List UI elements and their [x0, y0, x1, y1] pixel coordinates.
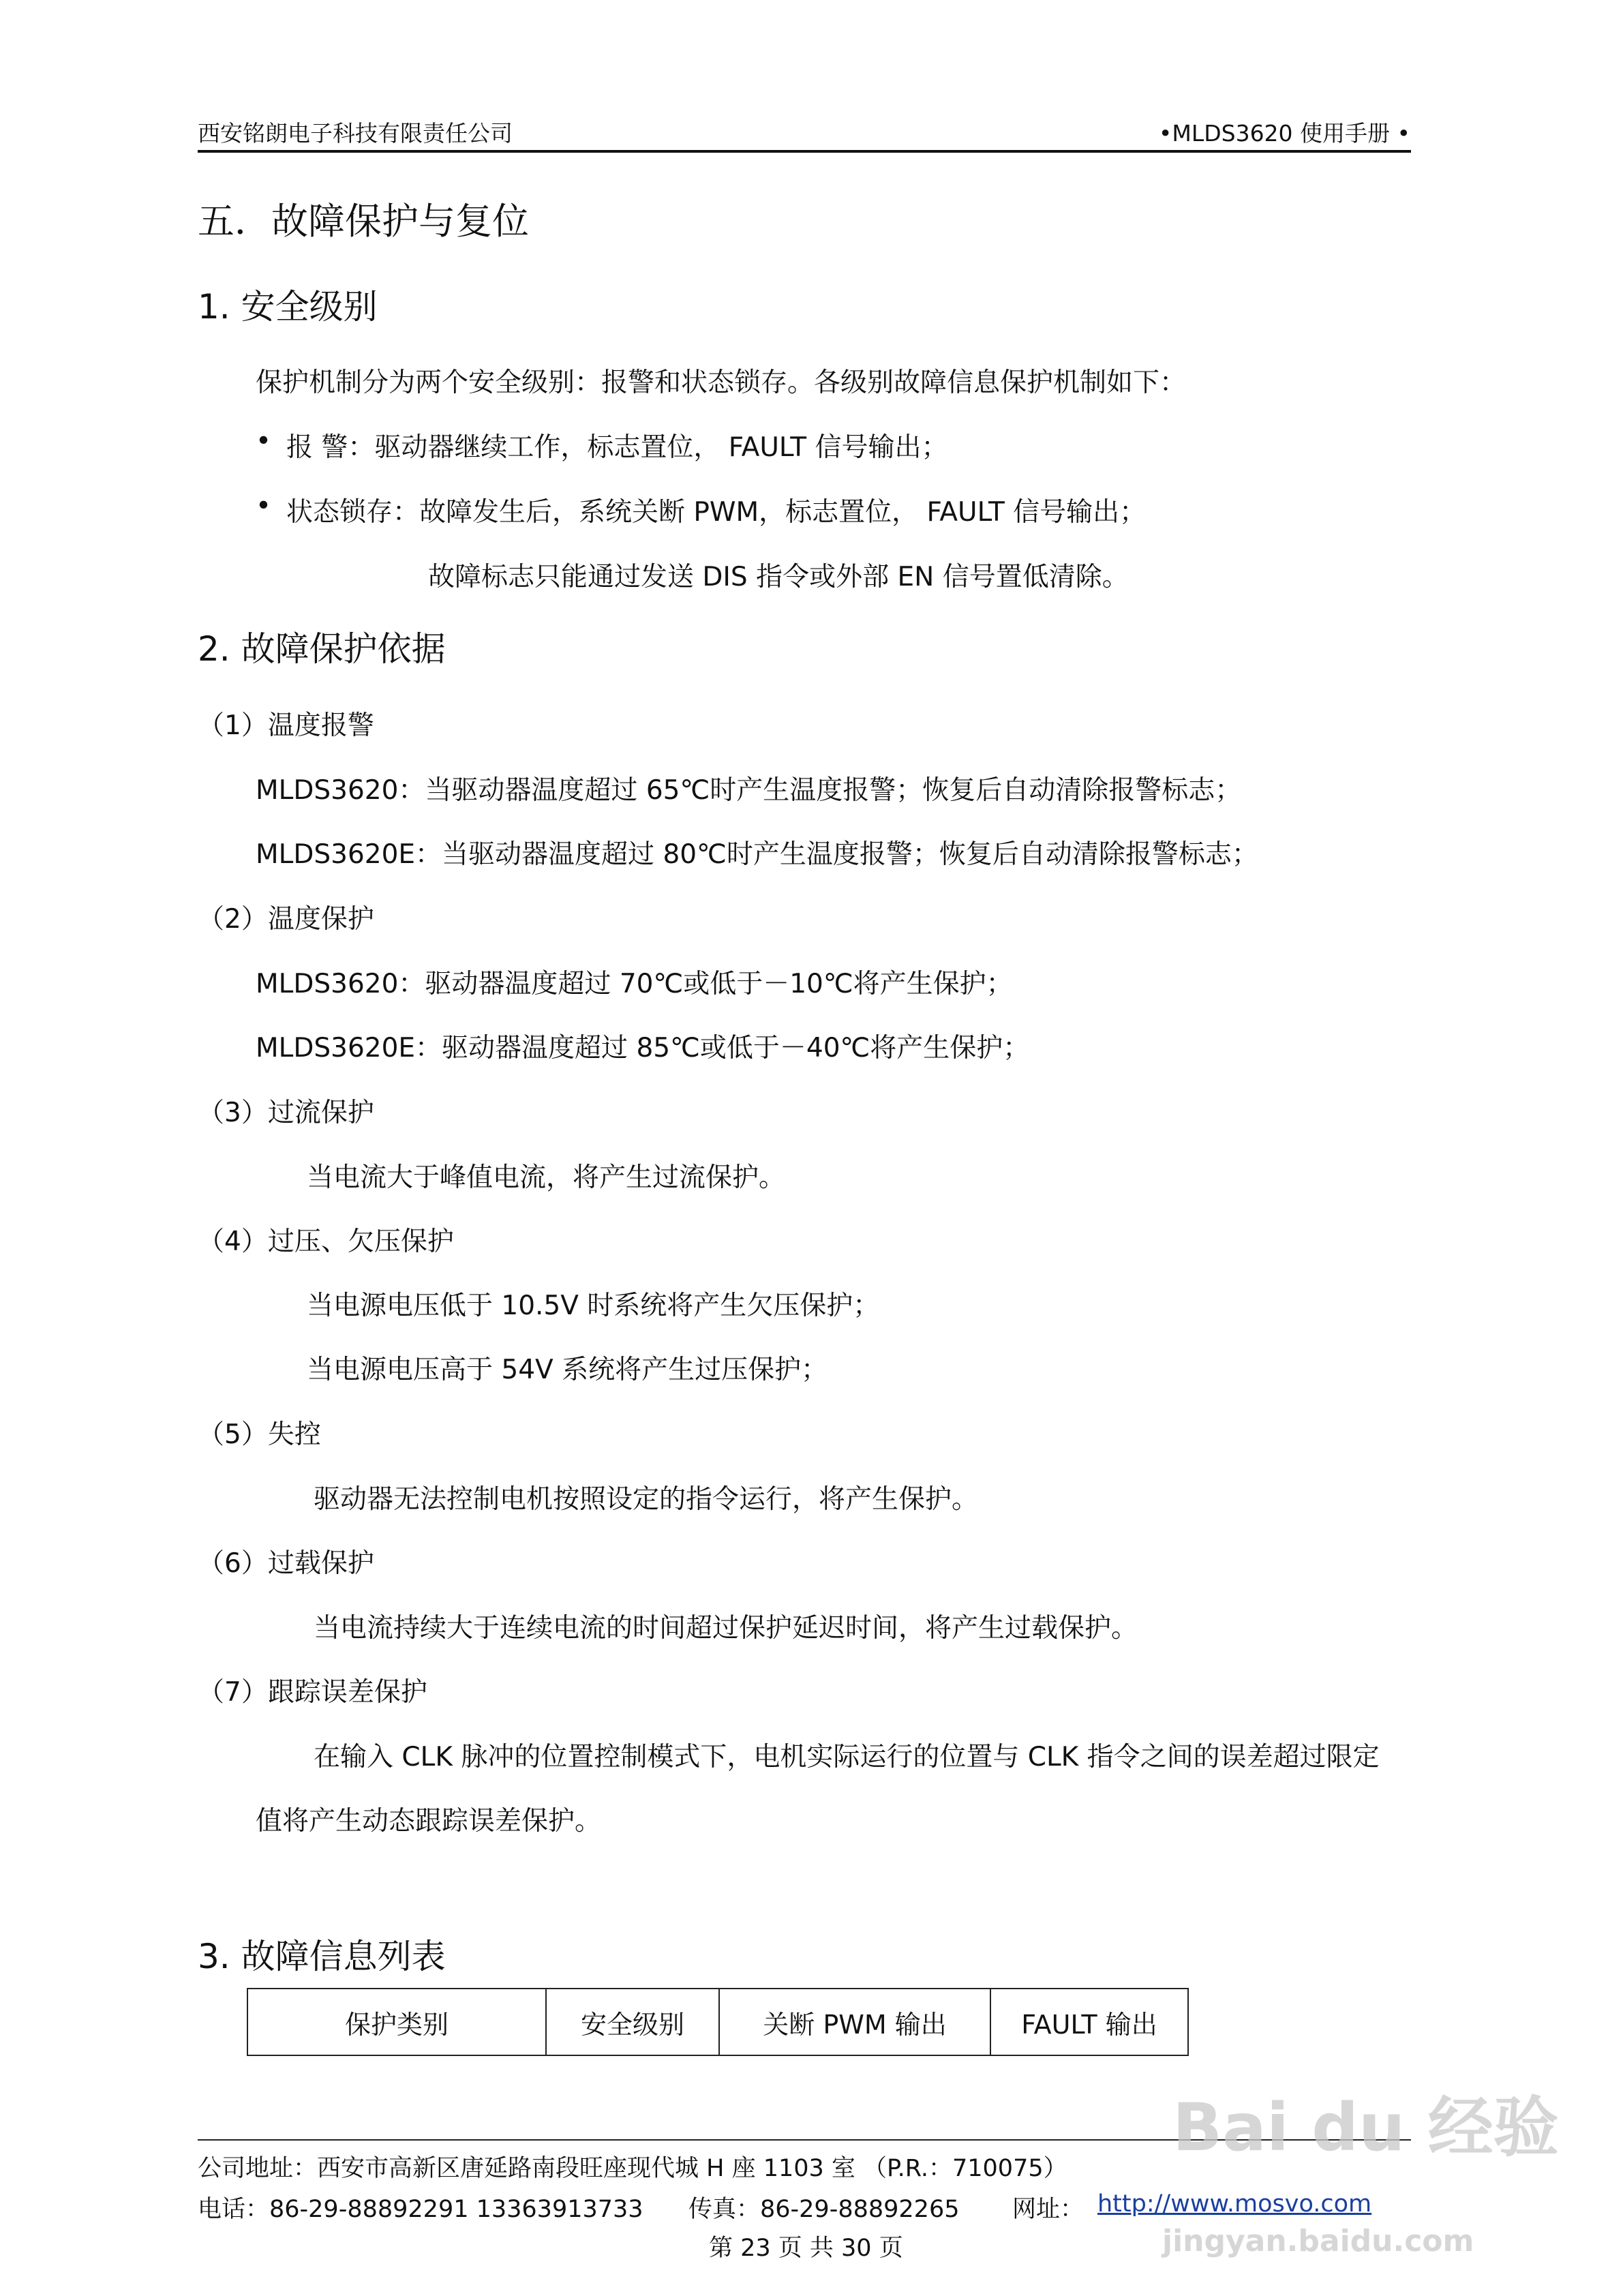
item-2-line-2: MLDS3620E：驱动器温度超过 85℃或低于－40℃将产生保护；: [256, 1033, 1030, 1063]
item-4-line-1: 当电源电压低于 10.5V 时系统将产生欠压保护；: [307, 1290, 880, 1321]
table-header-cell: FAULT 输出: [990, 1989, 1188, 2055]
section-1-title: 1. 安全级别: [198, 287, 378, 327]
item-4-heading: （4）过压、欠压保护: [198, 1226, 454, 1257]
section-2-title: 2. 故障保护依据: [198, 629, 446, 669]
item-7-line-2: 值将产生动态跟踪误差保护。: [256, 1806, 602, 1837]
footer-website-link[interactable]: http://www.mosvo.com: [1097, 2190, 1372, 2218]
section-1-intro: 保护机制分为两个安全级别：报警和状态锁存。各级别故障信息保护机制如下：: [256, 367, 1187, 398]
item-6-line-1: 当电流持续大于连续电流的时间超过保护延迟时间，将产生过载保护。: [314, 1613, 1138, 1644]
bullet-alarm: 报 警：驱动器继续工作，标志置位， FAULT 信号输出；: [286, 432, 948, 463]
footer-web-label: 网址：: [1012, 2196, 1084, 2223]
item-5-heading: （5）失控: [198, 1419, 321, 1450]
bullet-latch-continuation: 故障标志只能通过发送 DIS 指令或外部 EN 信号置低清除。: [428, 562, 1129, 592]
table-header-cell: 关断 PWM 输出: [719, 1989, 990, 2055]
item-7-heading: （7）跟踪误差保护: [198, 1677, 427, 1708]
table-header-cell: 安全级别: [546, 1989, 719, 2055]
item-1-line-1: MLDS3620：当驱动器温度超过 65℃时产生温度报警；恢复后自动清除报警标志；: [256, 775, 1242, 806]
bullet-icon: •: [256, 426, 272, 457]
item-6-heading: （6）过载保护: [198, 1548, 374, 1579]
item-1-heading: （1）温度报警: [198, 710, 374, 741]
footer-address: 公司地址：西安市高新区唐延路南段旺座现代城 H 座 1103 室 （P.R.：710075）: [198, 2155, 1067, 2182]
table-header-cell: 保护类别: [247, 1989, 546, 2055]
item-4-line-2: 当电源电压高于 54V 系统将产生过压保护；: [307, 1355, 828, 1385]
item-3-heading: （3）过流保护: [198, 1098, 374, 1128]
watermark-logo: Bai du 经验: [1172, 2089, 1559, 2166]
footer-phone: 电话：86-29-88892291 13363913733: [198, 2196, 643, 2223]
item-5-line-1: 驱动器无法控制电机按照设定的指令运行，将产生保护。: [314, 1484, 979, 1515]
fault-info-table: [247, 1988, 1189, 2056]
watermark-url: jingyan.baidu.com: [1162, 2224, 1474, 2259]
table-header-row: [247, 1989, 1188, 2055]
header-manual-title: •MLDS3620 使用手册 •: [1158, 120, 1410, 147]
footer-fax: 传真：86-29-88892265: [688, 2196, 960, 2223]
bullet-icon: •: [256, 491, 272, 522]
item-2-heading: （2）温度保护: [198, 904, 374, 935]
chapter-title: 五．故障保护与复位: [198, 200, 529, 243]
item-3-line-1: 当电流大于峰值电流，将产生过流保护。: [307, 1162, 786, 1193]
header-company: 西安铭朗电子科技有限责任公司: [198, 120, 513, 147]
item-1-line-2: MLDS3620E：当驱动器温度超过 80℃时产生温度报警；恢复后自动清除报警标志；: [256, 839, 1258, 870]
header-rule: [198, 150, 1411, 153]
bullet-latch: 状态锁存：故障发生后，系统关断 PWM，标志置位， FAULT 信号输出；: [286, 497, 1147, 528]
section-3-title: 3. 故障信息列表: [198, 1937, 446, 1976]
item-2-line-1: MLDS3620：驱动器温度超过 70℃或低于－10℃将产生保护；: [256, 969, 1013, 999]
footer-page-number: 第 23 页 共 30 页: [709, 2235, 903, 2262]
item-7-line-1: 在输入 CLK 脉冲的位置控制模式下，电机实际运行的位置与 CLK 指令之间的误差超过限定: [314, 1742, 1380, 1772]
